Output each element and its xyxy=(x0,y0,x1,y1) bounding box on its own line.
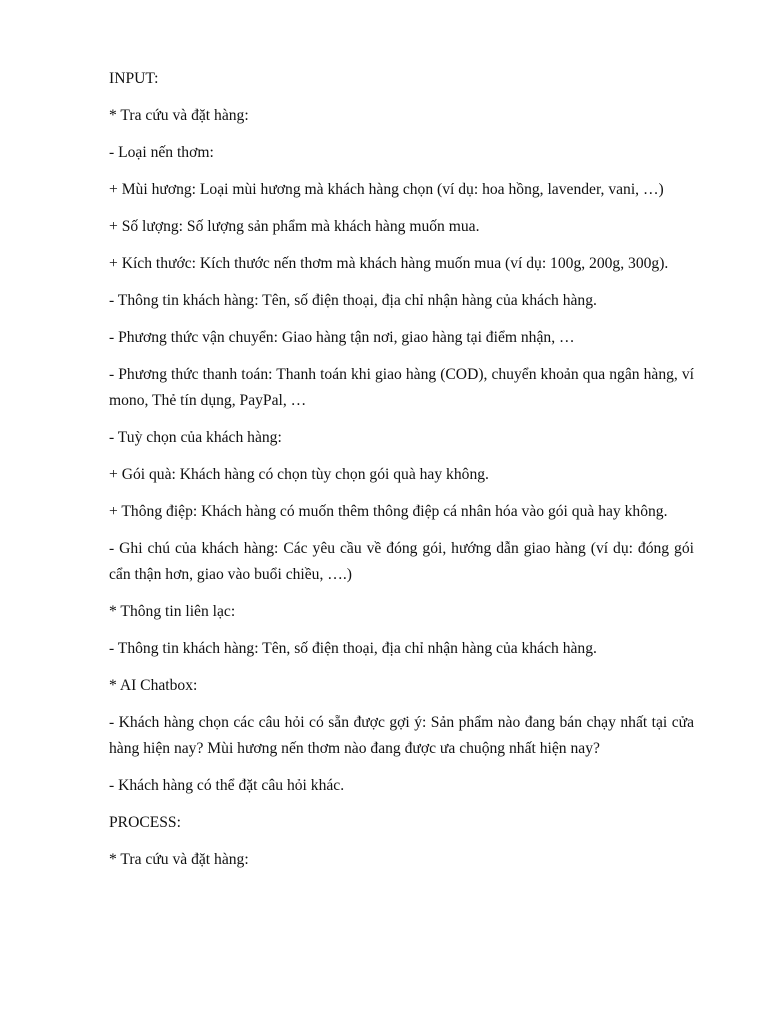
paragraph-payment-method: - Phương thức thanh toán: Thanh toán khi giao hàng (COD), chuyển khoản qua ngân hàng, ví mono, Thẻ tín dụng, PayPal, … xyxy=(109,366,694,409)
paragraph-customer-options: - Tuỳ chọn của khách hàng: xyxy=(109,429,282,446)
paragraph-contact-info: * Thông tin liên lạc: xyxy=(109,603,236,620)
paragraph-customer-info: - Thông tin khách hàng: Tên, số điện thoại, địa chỉ nhận hàng của khách hàng. xyxy=(109,292,597,309)
paragraph-process-lookup-order: * Tra cứu và đặt hàng: xyxy=(109,851,249,868)
paragraph-size: + Kích thước: Kích thước nến thơm mà khách hàng muốn mua (ví dụ: 100g, 200g, 300g). xyxy=(109,255,669,272)
paragraph-scent: + Mùi hương: Loại mùi hương mà khách hàng chọn (ví dụ: hoa hồng, lavender, vani, …) xyxy=(109,181,664,198)
paragraph-gift-wrap: + Gói quà: Khách hàng có chọn tùy chọn gói quà hay không. xyxy=(109,466,489,483)
paragraph-quantity: + Số lượng: Số lượng sản phẩm mà khách hàng muốn mua. xyxy=(109,218,480,235)
paragraph-lookup-order: * Tra cứu và đặt hàng: xyxy=(109,107,249,124)
paragraph-candle-type: - Loại nến thơm: xyxy=(109,144,214,161)
document-body xyxy=(109,66,694,884)
paragraph-input-heading: INPUT: xyxy=(109,70,159,87)
paragraph-contact-customer-info: - Thông tin khách hàng: Tên, số điện thoại, địa chỉ nhận hàng của khách hàng. xyxy=(109,640,597,657)
paragraph-process-heading: PROCESS: xyxy=(109,814,181,831)
paragraph-ai-chatbox: * AI Chatbox: xyxy=(109,677,198,694)
paragraph-suggested-questions: - Khách hàng chọn các câu hỏi có sẵn được gợi ý: Sản phẩm nào đang bán chạy nhất tại cửa hàng hiện nay? Mùi hương nến thơm nào đang được ưa chuộng nhất hiện nay? xyxy=(109,714,694,757)
paragraph-message: + Thông điệp: Khách hàng có muốn thêm thông điệp cá nhân hóa vào gói quà hay không. xyxy=(109,503,668,520)
paragraph-shipping-method: - Phương thức vận chuyển: Giao hàng tận nơi, giao hàng tại điểm nhận, … xyxy=(109,329,575,346)
paragraph-customer-notes: - Ghi chú của khách hàng: Các yêu cầu về đóng gói, hướng dẫn giao hàng (ví dụ: đóng gói cẩn thận hơn, giao vào buổi chiều, ….) xyxy=(109,540,694,583)
paragraph-other-questions: - Khách hàng có thể đặt câu hỏi khác. xyxy=(109,777,345,794)
